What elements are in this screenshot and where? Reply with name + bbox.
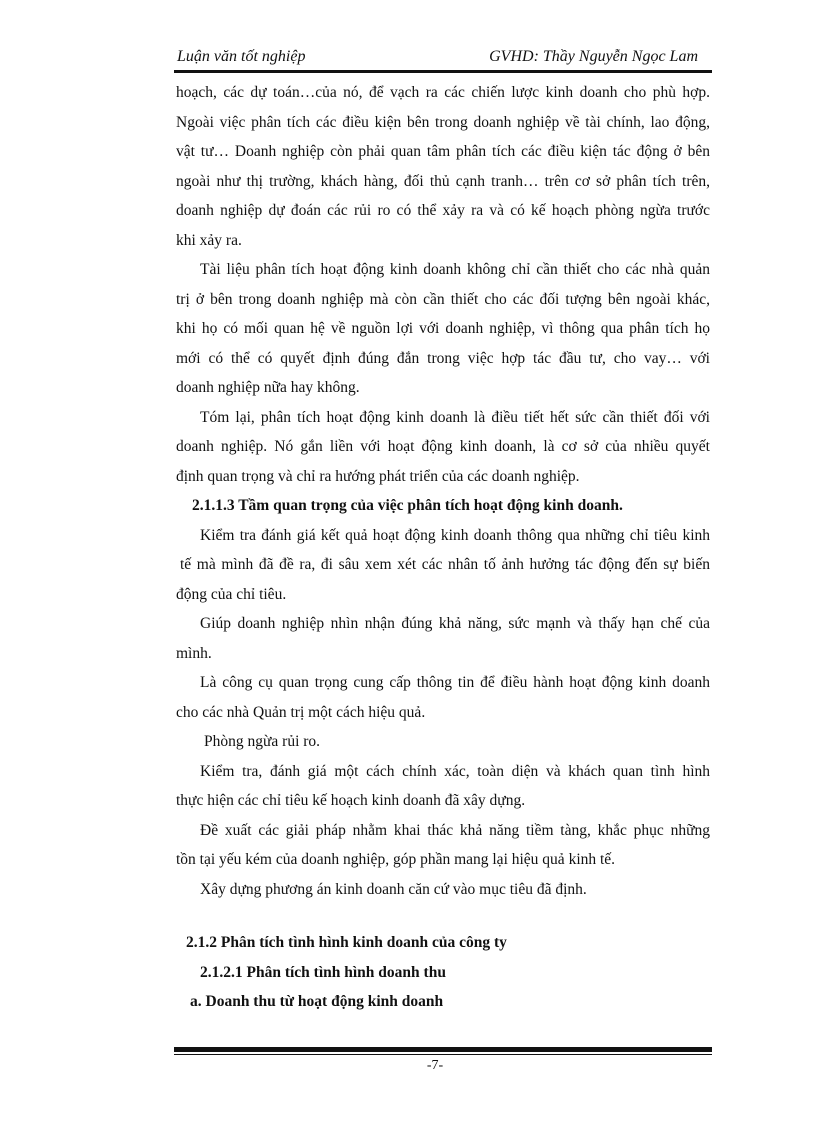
paragraph-line: Giúp doanh nghiệp nhìn nhận đúng khả năng, sức mạnh và thấy hạn chế của xyxy=(200,615,710,632)
paragraph-line: Đề xuất các giải pháp nhằm khai thác khả năng tiềm tàng, khắc phục những xyxy=(200,821,710,839)
paragraph-line: Tóm lại, phân tích hoạt động kinh doanh là điều tiết hết sức cần thiết đối với xyxy=(200,408,710,426)
paragraph-line: thực hiện các chỉ tiêu kế hoạch kinh doanh đã xây dựng. xyxy=(176,792,526,809)
section-heading-2-1-2-1: 2.1.2.1 Phân tích tình hình doanh thu xyxy=(200,963,446,981)
footer-rule-thick xyxy=(174,1047,712,1052)
document-body xyxy=(176,78,710,1017)
page-number xyxy=(0,1058,816,1074)
paragraph-line: định quan trọng và chỉ ra hướng phát triển của các doanh nghiệp. xyxy=(176,467,580,485)
section-heading-2-1-1-3: 2.1.1.3 Tầm quan trọng của việc phân tích hoạt động kinh doanh. xyxy=(192,497,623,514)
paragraph-line: Kiểm tra, đánh giá một cách chính xác, toàn diện và khách quan tình hình xyxy=(200,762,710,780)
subsection-heading-a: a. Doanh thu từ hoạt động kinh doanh xyxy=(190,993,444,1010)
paragraph-line: trị ở bên trong doanh nghiệp mà còn cần thiết cho các đối tượng bên ngoài khác, xyxy=(176,290,710,308)
page-header xyxy=(174,44,712,70)
paragraph-line: Kiểm tra đánh giá kết quả hoạt động kinh doanh thông qua những chỉ tiêu kinh xyxy=(200,526,710,544)
page-number-text: -7- xyxy=(426,1058,444,1073)
header-supervisor: GVHD: Thầy Nguyễn Ngọc Lam xyxy=(489,48,698,65)
footer-rule-thin xyxy=(174,1054,712,1055)
paragraph-line: động của chỉ tiêu. xyxy=(176,585,287,603)
paragraph-line: ngoài như thị trường, khách hàng, đối thủ cạnh tranh… trên cơ sở phân tích trên, xyxy=(176,172,710,190)
paragraph-line: khi xảy ra. xyxy=(176,231,242,249)
paragraph-line: tồn tại yếu kém của doanh nghiệp, góp phần mang lại hiệu quả kinh tế. xyxy=(176,851,616,868)
paragraph-line: Là công cụ quan trọng cung cấp thông tin để điều hành hoạt động kinh doanh xyxy=(200,674,710,691)
paragraph-line: vật tư… Doanh nghiệp còn phải quan tâm phân tích các điều kiện tác động ở bên xyxy=(176,143,710,160)
paragraph-line: Ngoài việc phân tích các điều kiện bên trong doanh nghiệp về tài chính, lao động, xyxy=(176,113,710,131)
header-thesis-title: Luận văn tốt nghiệp xyxy=(177,48,306,65)
section-heading-2-1-2: 2.1.2 Phân tích tình hình kinh doanh của công ty xyxy=(186,934,507,951)
paragraph-line: Phòng ngừa rủi ro. xyxy=(204,733,321,750)
section-spacer xyxy=(176,904,710,928)
paragraph-line: doanh nghiệp. Nó gắn liền với hoạt động kinh doanh, là cơ sở của nhiều quyết xyxy=(176,438,710,455)
paragraph-line: cho các nhà Quản trị một cách hiệu quả. xyxy=(176,703,426,721)
paragraph-line: hoạch, các dự toán…của nó, để vạch ra các chiến lược kinh doanh cho phù hợp. xyxy=(176,84,710,101)
paragraph-line: mới có thể có quyết định đúng đắn trong việc hợp tác đầu tư, cho vay… với xyxy=(176,349,710,367)
paragraph-line: Xây dựng phương án kinh doanh căn cứ vào mục tiêu đã định. xyxy=(200,880,587,898)
paragraph-line: Tài liệu phân tích hoạt động kinh doanh không chỉ cần thiết cho các nhà quản xyxy=(200,261,710,278)
paragraph-line: mình. xyxy=(176,644,212,662)
paragraph-line: khi họ có mối quan hệ về nguồn lợi với doanh nghiệp, vì thông qua phân tích họ xyxy=(176,320,710,337)
paragraph-line: doanh nghiệp dự đoán các rủi ro có thể xảy ra và có kế hoạch phòng ngừa trước xyxy=(176,202,710,219)
paragraph-line: tế mà mình đã đề ra, đi sâu xem xét các nhân tố ảnh hưởng tác động đến sự biến xyxy=(180,556,710,573)
header-rule xyxy=(174,70,712,73)
paragraph-line: doanh nghiệp nữa hay không. xyxy=(176,379,360,396)
